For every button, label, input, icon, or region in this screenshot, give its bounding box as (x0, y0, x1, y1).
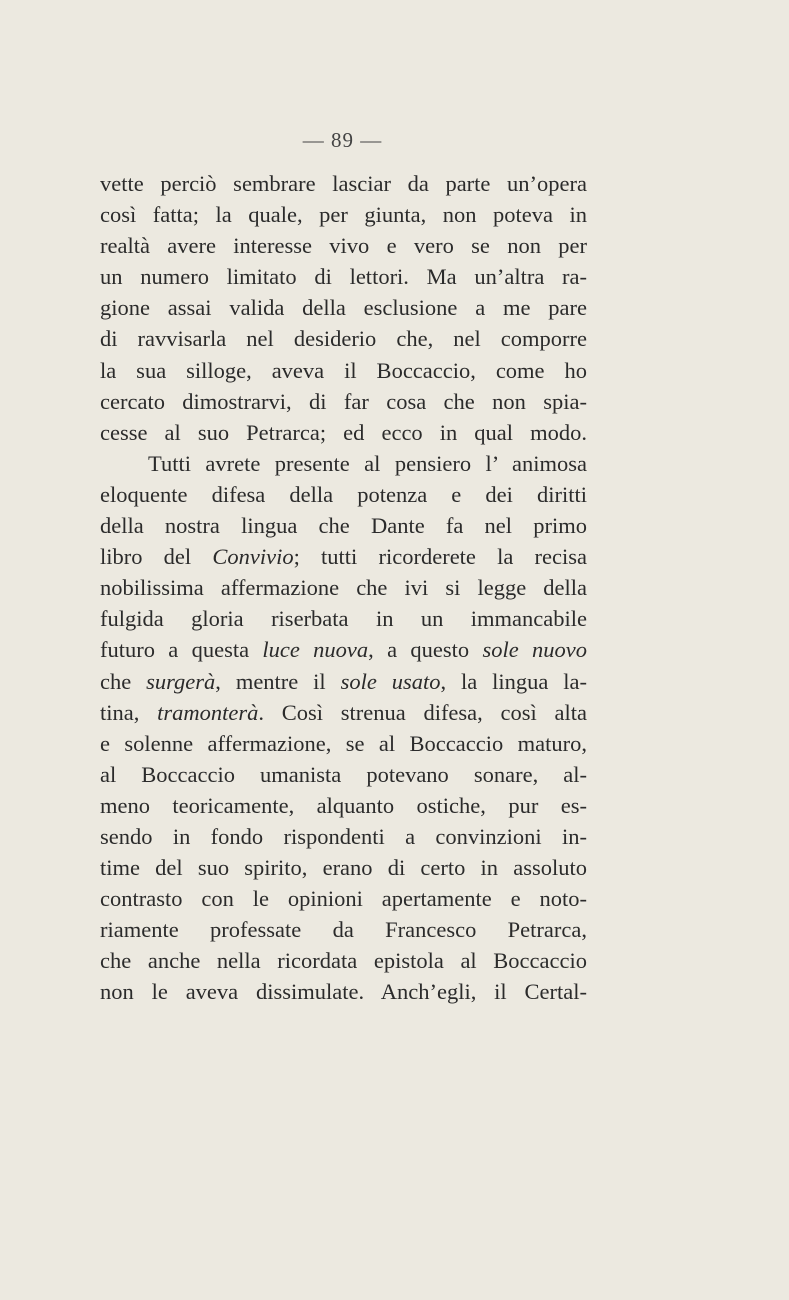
page-number: — 89 — (302, 128, 383, 152)
text-line (100, 634, 587, 665)
text-segment: , la lingua la- (440, 668, 587, 694)
italic-segment: surgerà (146, 668, 216, 694)
text-line (100, 541, 587, 572)
text-body (100, 168, 587, 1008)
text-segment: time del suo spirito, erano di certo in assoluto (100, 855, 587, 881)
text-segment: contrasto con le opinioni apertamente e noto- (100, 886, 587, 912)
text-line (100, 666, 587, 697)
text-line (100, 261, 587, 292)
text-segment: così fatta; la quale, per giunta, non poteva in (100, 202, 587, 228)
text-segment: . Così strenua difesa, così alta (258, 699, 587, 725)
text-line (100, 479, 587, 510)
text-segment: futuro a questa (100, 637, 263, 663)
text-segment: , a questo (368, 637, 483, 663)
text-segment: meno teoricamente, alquanto ostiche, pur es- (100, 792, 587, 818)
text-segment: fulgida gloria riserbata in un immancabile (100, 606, 587, 632)
text-segment: la sua silloge, aveva il Boccaccio, come ho (100, 357, 587, 383)
text-segment: realtà avere interesse vivo e vero se non per (100, 233, 587, 259)
text-segment: tina, (100, 699, 158, 725)
text-segment: gione assai valida della esclusione a me pare (100, 295, 587, 321)
text-line (100, 323, 587, 354)
italic-segment: luce nuova (262, 637, 369, 663)
text-line (100, 914, 587, 945)
text-segment: sendo in fondo rispondenti a convinzioni in- (100, 823, 587, 849)
text-line (100, 728, 587, 759)
text-segment: un numero limitato di lettori. Ma un’altra ra- (100, 264, 587, 290)
text-line (100, 572, 587, 603)
text-segment: vette perciò sembrare lasciar da parte un’opera (100, 171, 587, 196)
text-line (100, 168, 587, 199)
text-segment: ; tutti ricorderete la recisa (293, 544, 588, 570)
text-line (100, 697, 587, 728)
text-segment: , mentre il (215, 668, 341, 694)
text-line (100, 821, 587, 852)
text-line (100, 759, 587, 790)
text-line (100, 883, 587, 914)
text-segment: libro del (100, 544, 213, 570)
text-line (100, 790, 587, 821)
text-segment: cercato dimostrarvi, di far cosa che non spia- (100, 388, 587, 414)
text-line (100, 386, 587, 417)
text-segment: al Boccaccio umanista potevano sonare, al- (100, 761, 587, 787)
text-line (100, 976, 587, 1007)
italic-segment: sole usato (340, 668, 441, 694)
text-segment: nobilissima affermazione che ivi si legge della (100, 575, 587, 601)
text-segment: riamente professate da Francesco Petrarca, (100, 917, 587, 943)
italic-segment: tramonterà (157, 699, 259, 725)
text-line (100, 417, 587, 448)
text-segment: e solenne affermazione, se al Boccaccio maturo, (100, 730, 587, 756)
text-segment: della nostra lingua che Dante fa nel primo (100, 513, 587, 539)
italic-segment: Convivio (212, 544, 294, 570)
text-segment: non le aveva dissimulate. Anch’egli, il Certal- (100, 979, 587, 1005)
text-line (100, 199, 587, 230)
text-line (100, 448, 587, 479)
text-line (100, 292, 587, 323)
text-segment: di ravvisarla nel desiderio che, nel comporre (100, 326, 587, 352)
text-line (100, 230, 587, 261)
italic-segment: sole nuovo (482, 637, 587, 663)
text-segment: cesse al suo Petrarca; ed ecco in qual modo. (100, 419, 587, 445)
text-segment: che (100, 668, 147, 694)
text-line (100, 945, 587, 976)
text-line (100, 603, 587, 634)
text-segment: Tutti avrete presente al pensiero l’ animosa (148, 450, 587, 476)
text-segment: eloquente difesa della potenza e dei diritti (100, 481, 587, 507)
text-segment: che anche nella ricordata epistola al Boccaccio (100, 948, 587, 974)
text-line (100, 852, 587, 883)
text-line (100, 510, 587, 541)
text-line (100, 355, 587, 386)
